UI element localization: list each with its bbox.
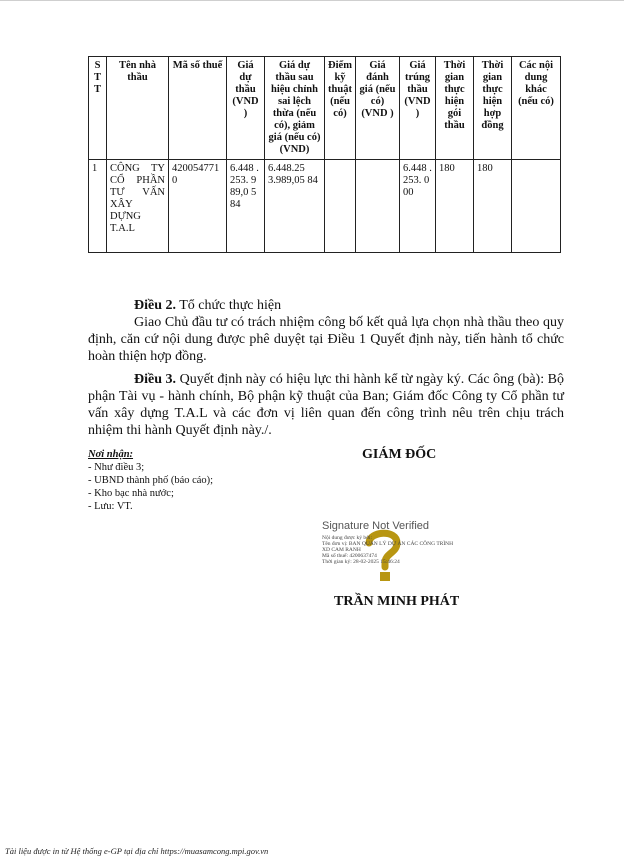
header-tg-hop-dong: Thời gian thực hiện hợp đồng <box>474 57 512 160</box>
header-gia-du-thau: Giá dự thầu (VND ) <box>227 57 265 160</box>
cell-stt: 1 <box>89 160 107 253</box>
signature-detail-line: Mã số thuế: 4200637474 <box>322 553 377 559</box>
signature-detail-line: Tên đơn vị: BAN QUẢN LÝ DỰ ÁN CÁC CÔNG TRÌNH <box>322 541 454 547</box>
digital-signature <box>322 520 502 580</box>
recipients-title: Nơi nhận: <box>88 449 134 460</box>
recipients-block <box>88 448 213 513</box>
dieu2-title: Tổ chức thực hiện <box>176 298 282 313</box>
footer-note: Tài liệu được in từ Hệ thống e-GP tại địa chỉ https://muasamcong.mpi.gov.vn <box>5 846 269 856</box>
dieu2-heading <box>134 297 564 314</box>
header-ma-so-thue: Mã số thuế <box>169 57 227 160</box>
cell-gia-danh-gia <box>356 160 400 253</box>
dieu2-label: Điều 2. <box>134 298 176 313</box>
header-gia-trung-thau: Giá trúng thầu (VND ) <box>400 57 436 160</box>
header-gia-sau-hieu-chinh: Giá dự thầu sau hiệu chỉnh sai lệch thừa (nếu có), giảm giá (nếu có) (VND) <box>265 57 325 160</box>
bid-result-table <box>88 56 561 253</box>
header-gia-danh-gia: Giá đánh giá (nếu có) (VND ) <box>356 57 400 160</box>
cell-ten-nha-thau: CÔNG TY CỔ PHẦN TƯ VẤN XÂY DỰNG T.A.L <box>107 160 169 253</box>
dieu3-label: Điều 3. <box>134 372 177 387</box>
cell-noi-dung-khac <box>512 160 561 253</box>
recipient-item: - UBND thành phố (báo cáo); <box>88 475 214 486</box>
header-stt: S T T <box>89 57 107 160</box>
cell-tg-hop-dong: 180 <box>474 160 512 253</box>
signer-name: TRẦN MINH PHÁT <box>334 594 460 609</box>
cell-ma-so-thue: 4200547710 <box>169 160 227 253</box>
signature-status: Signature Not Verified <box>322 520 430 532</box>
header-noi-dung-khac: Các nội dung khác (nếu có) <box>512 57 561 160</box>
recipient-item: - Kho bạc nhà nước; <box>88 488 174 499</box>
cell-diem-ky-thuat <box>325 160 356 253</box>
header-tg-goi-thau: Thời gian thực hiện gói thầu <box>436 57 474 160</box>
signature-detail-line: Nội dung được ký bởi: <box>322 535 373 541</box>
dieu3-body: Quyết định này có hiệu lực thi hành kể từ ngày ký. Các ông (bà): Bộ phận Tài vụ - hành chính, Bộ phận kỹ thuật của Ban; Giám đốc Công ty Cổ phần tư vấn xây dựng T.A.L và các đơn vị liên quan đến công trình nêu trên chịu trách nhiệm thi hành Quyết định này./. <box>88 372 564 438</box>
recipient-item: - Lưu: VT. <box>88 501 133 512</box>
table-header-row <box>89 57 561 160</box>
signature-detail-line: XD CAM RANH <box>322 547 361 553</box>
cell-gia-trung-thau: 6.448 .253. 000 <box>400 160 436 253</box>
signer-position: GIÁM ĐỐC <box>362 447 437 462</box>
cell-gia-sau-hieu-chinh: 6.448.25 3.989,05 84 <box>265 160 325 253</box>
header-diem-ky-thuat: Điểm kỹ thuật (nếu có) <box>325 57 356 160</box>
cell-tg-goi-thau: 180 <box>436 160 474 253</box>
table-row <box>89 160 561 253</box>
cell-gia-du-thau: 6.448 .253. 989,0 584 <box>227 160 265 253</box>
signature-detail-line: Thời gian ký: 28-02-2025 15:46:24 <box>322 559 400 565</box>
dieu2-body: Giao Chủ đầu tư có trách nhiệm công bố kết quả lựa chọn nhà thầu theo quy định, căn cứ nội dung được phê duyệt tại Điều 1 Quyết định này, tiến hành tổ chức hoàn thiện hợp đồng. <box>88 315 564 364</box>
recipient-item: - Như điều 3; <box>88 462 145 473</box>
dieu3-paragraph <box>88 371 564 439</box>
header-ten-nha-thau: Tên nhà thầu <box>107 57 169 160</box>
